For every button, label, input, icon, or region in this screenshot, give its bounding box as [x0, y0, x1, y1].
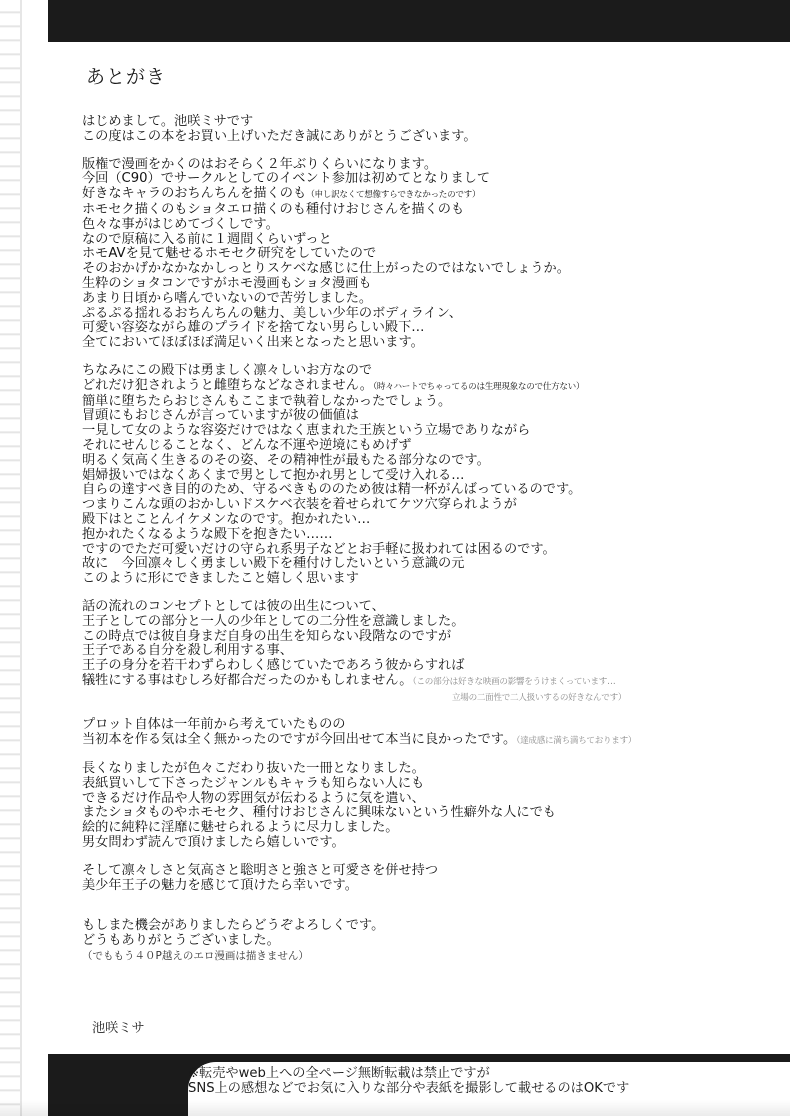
paragraph	[82, 762, 782, 851]
top-black-bar	[48, 0, 790, 42]
aside-note: （申し訳なくて想像すらできなかったのです）	[306, 190, 481, 201]
footer-line: SNS上の感想などでお気に入りな部分や表紙を撮影して載せるのはOKです	[188, 1081, 630, 1096]
afterword-page	[48, 0, 790, 1116]
line-text: ホモセク描くのもショタエロ描くのも種付けおじさんを描くのも	[82, 201, 465, 217]
paragraph	[82, 864, 782, 894]
paragraph	[82, 718, 782, 749]
line-text: なので原稿に入る前に１週間くらいずっと	[82, 231, 332, 247]
line-text: 話の流れのコンセプトとしては彼の出生について、	[82, 598, 385, 614]
line-text: 簡単に堕ちたらおじさんもここまで執着しなかったでしょう。	[82, 393, 452, 409]
text-line	[82, 130, 782, 145]
line-text: 当初本を作る気は全く無かったのですが今回出せて本当に良かったです。	[82, 732, 517, 748]
text-line	[82, 949, 782, 964]
text-line	[82, 409, 782, 424]
aside-note: 立場の二面性で二人扱いするの好きなんです）	[452, 692, 627, 703]
text-line	[82, 659, 782, 674]
text-line	[82, 600, 782, 615]
line-text: 王子である自分を殺し利用する事、	[82, 643, 293, 659]
text-line	[82, 292, 782, 307]
line-text: 男女問わず読んで頂けましたら嬉しいです。	[82, 835, 345, 851]
line-text: 明るく気高く生きるのその姿、その精神性が最もたる部分なのです。	[82, 452, 490, 468]
line-text: 表紙買いして下さったジャンルもキャラも知らない人にも	[82, 775, 425, 791]
line-text: もしまた機会がありましたらどうぞよろしくです。	[82, 918, 385, 934]
text-line	[82, 439, 782, 454]
line-text: 可愛い容姿ながら雄のプライドを捨てない男らしい殿下…	[82, 320, 425, 336]
line-text: 抱かれたくなるような殿下を抱きたい……	[82, 526, 333, 542]
line-text: またショタものやホモセク、種付けおじさんに興味ないという性癖外な人にでも	[82, 805, 556, 821]
line-text: はじめまして。池咲ミサです	[82, 114, 254, 129]
text-line	[82, 733, 782, 749]
text-line	[82, 762, 782, 777]
text-line	[82, 498, 782, 513]
line-text: そのおかげかなかなかしっとりスケベな感じに仕上がったのではないでしょうか。	[82, 261, 570, 277]
text-line	[82, 934, 782, 949]
text-line	[82, 203, 782, 218]
line-text: 今回（C90）でサークルとしてのイベント参加は初めてとなりまして	[82, 171, 491, 187]
line-text: そして凛々しさと気高さと聡明さと強さと可愛さを併せ持つ	[82, 862, 439, 878]
aside-note: （この部分は好きな映画の影響をうけまくっています…	[412, 676, 616, 687]
line-text: 生粋のショタコンですがホモ漫画もショタ漫画も	[82, 275, 372, 291]
line-text: あまり日頃から嗜んでいないので苦労しました。	[82, 290, 373, 306]
text-line	[82, 615, 782, 630]
line-text: ぷるぷる揺れるおちんちんの魅力、美しい少年のボディライン、	[82, 305, 462, 321]
author-signature: 池咲ミサ	[92, 1021, 145, 1036]
line-text: どうもありがとうございました。	[82, 933, 280, 949]
line-text: プロット自体は一年前から考えていたものの	[82, 717, 346, 733]
line-text: 好きなキャラのおちんちんを描くのも	[82, 186, 307, 202]
text-line	[82, 836, 782, 851]
line-text: このように形にできましたこと嬉しく思います	[82, 571, 359, 587]
line-text: 一見して女のような容姿だけではなく恵まれた王族という立場でありながら	[82, 423, 531, 439]
text-line	[82, 379, 782, 395]
line-text: この時点では彼自身まだ自身の出生を知らない段階なのですが	[82, 628, 452, 644]
line-text: 版権で漫画をかくのはおそらく２年ぶりくらいになります。	[82, 156, 438, 172]
line-text: 王子としての部分と一人の少年としての二分性を意識しました。	[82, 613, 465, 629]
line-text: 犠牲にする事はむしろ好都合だったのかもしれません。	[82, 672, 413, 688]
text-line	[82, 777, 782, 792]
line-text: ちなみにこの殿下は勇ましく凛々しいお方なので	[82, 362, 373, 378]
text-line	[82, 644, 782, 659]
line-text: 殿下はとことんイケメンなのです。抱かれたい…	[82, 511, 371, 527]
text-line	[82, 864, 782, 879]
text-line	[82, 321, 782, 336]
spine-shadow	[20, 0, 22, 1116]
text-line	[82, 277, 782, 292]
text-line	[82, 247, 782, 262]
line-text: できるだけ作品や人物の雰囲気が伝わるように気を遣い、	[82, 790, 425, 806]
line-text: つまりこんな頭のおかしいドスケベ衣装を着せられてケツ穴穿られようが	[82, 497, 517, 513]
page-title: あとがき	[86, 66, 167, 88]
text-line	[82, 218, 782, 233]
aside-note: （時々ハートでちゃってるのは生理現象なので仕方ない）	[372, 381, 585, 392]
aside-note: （達成感に満ち満ちております）	[516, 736, 637, 747]
line-text: 美少年王子の魅力を感じて頂けたら幸いです。	[82, 877, 358, 893]
line-text: どれだけ犯されようと雌堕ちなどなされません。	[82, 377, 373, 393]
text-line	[82, 513, 782, 528]
text-line	[82, 674, 782, 690]
line-text: 色々な事がはじめてづくしです。	[82, 216, 279, 232]
line-text: この度はこの本をお買い上げいただき誠にありがとうございます。	[82, 128, 477, 144]
line-text: 王子の身分を若干わずらわしく感じていたであろう彼からすれば	[82, 658, 465, 674]
afterword-body	[82, 115, 782, 977]
page-bottom-shadow	[0, 1100, 790, 1116]
paragraph	[82, 158, 782, 351]
line-text: それにせんじることなく、どんな不運や逆境にもめげず	[82, 437, 412, 453]
text-line	[82, 424, 782, 439]
paragraph	[82, 919, 782, 963]
line-text: 娼婦扱いではなくあくまで男として抱かれ男として受け入れる…	[82, 467, 465, 483]
text-line	[82, 187, 782, 203]
line-text: 絵的に純粋に淫靡に魅せられるように尽力しました。	[82, 820, 399, 836]
footer-line: ※転売やweb上への全ページ無断転載は禁止ですが	[188, 1066, 490, 1081]
text-line	[82, 262, 782, 277]
text-line	[82, 572, 782, 587]
text-line	[82, 483, 782, 498]
line-text: 自らの達すべき目的のため、守るべきもののため彼は精一杯がんばっているのです。	[82, 482, 582, 498]
text-line	[82, 690, 782, 706]
text-line	[82, 336, 782, 351]
text-line	[82, 879, 782, 894]
text-line	[82, 454, 782, 469]
line-text: 全てにおいてほぼほぼ満足いく出来となったと思います。	[82, 335, 424, 351]
paragraph	[82, 115, 782, 145]
line-text: ですのでただ可愛いだけの守られ系男子などとお手軽に扱われては困るのです。	[82, 541, 556, 557]
paragraph	[82, 600, 782, 706]
line-text: 故に 今回凛々しく勇ましい殿下を種付けしたいという意識の元	[82, 556, 465, 572]
paragraph	[82, 364, 782, 587]
line-text: 冒頭にもおじさんが言っていますが彼の価値は	[82, 408, 359, 424]
text-line	[82, 115, 782, 130]
line-text: 長くなりましたが色々こだわり抜いた一冊となりました。	[82, 761, 425, 777]
text-line	[82, 364, 782, 379]
text-line	[82, 557, 782, 572]
text-line	[82, 821, 782, 836]
line-text: ホモAVを見て魅せるホモセク研究をしていたので	[82, 246, 377, 262]
book-spine-edge	[0, 0, 22, 1116]
text-line	[82, 172, 782, 187]
aside-note: （でももう４０P越えのエロ漫画は描きません）	[82, 950, 309, 963]
text-line	[82, 528, 782, 543]
